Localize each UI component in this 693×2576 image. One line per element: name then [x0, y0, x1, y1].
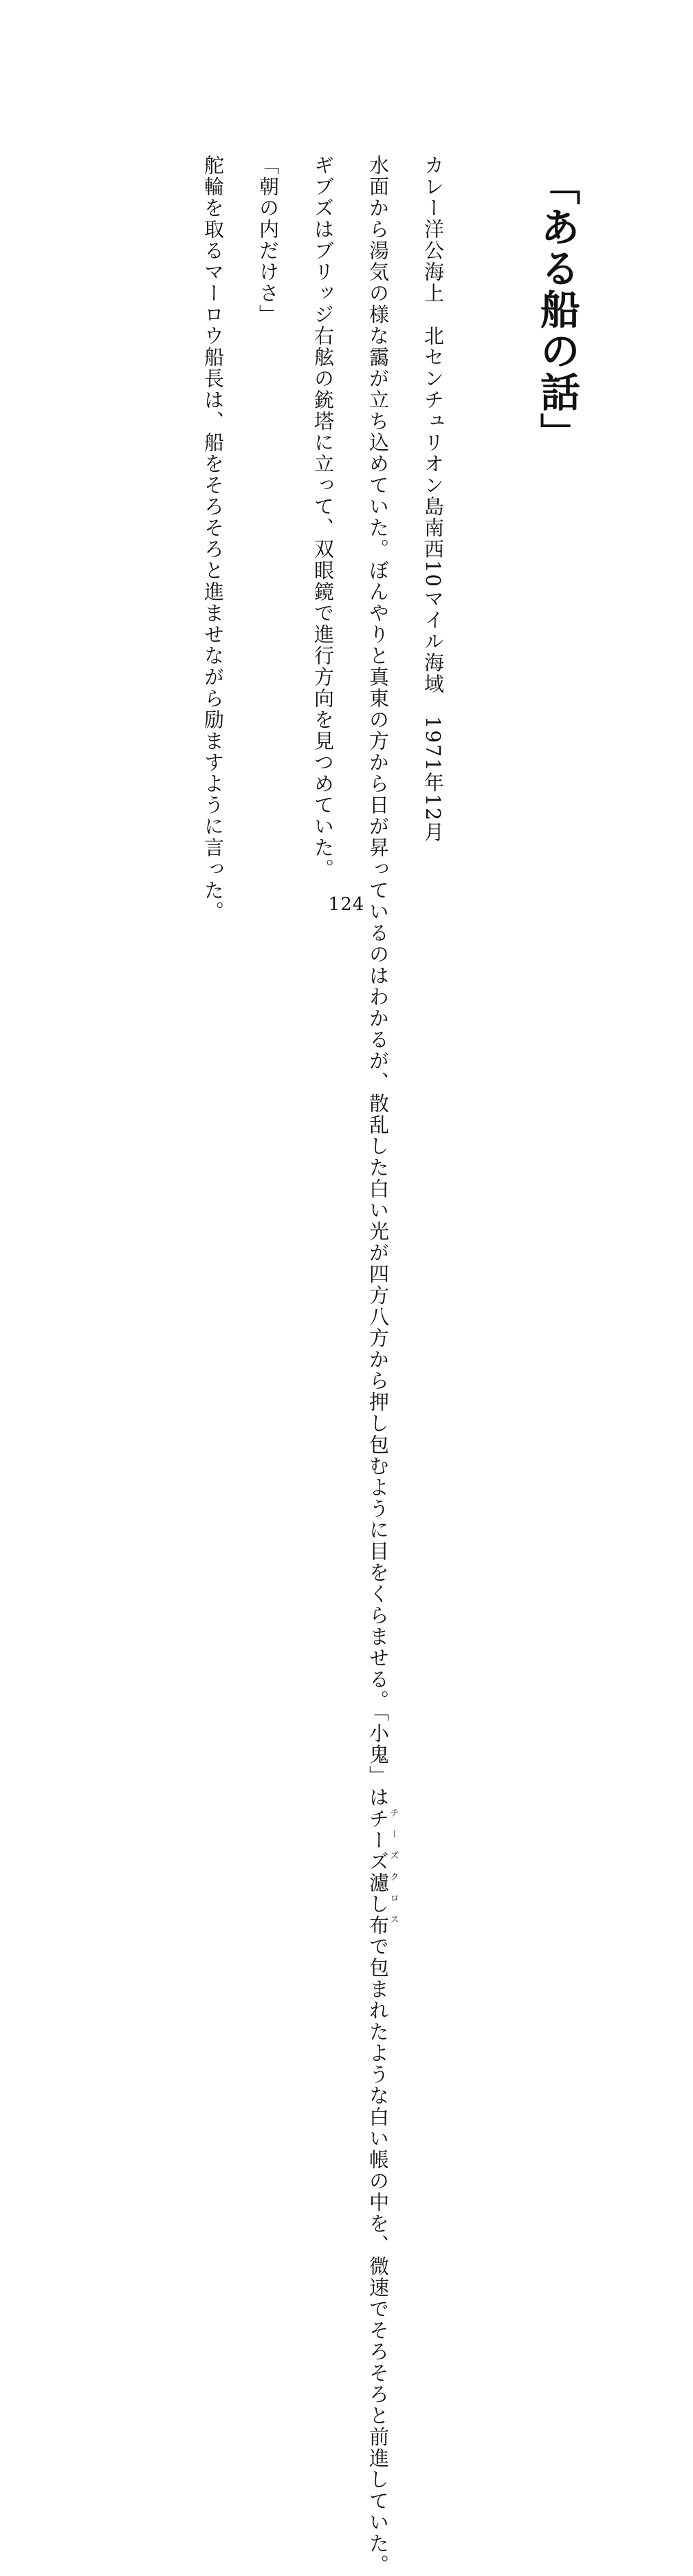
paragraph-1 [351, 155, 406, 2576]
ruby-annotation [366, 1808, 399, 1936]
ruby-reading: チーズクロス [388, 1808, 399, 1936]
setting-line: カレー洋公海上 北センチュリオン島南西10マイル海域 1971年12月 [421, 155, 445, 843]
paragraph-2: ギブズはブリッジ右舷の銃塔に立って、双眼鏡で進行方向を見つめていた。 [311, 155, 335, 880]
page-number: 124 [328, 894, 365, 915]
ruby-base: チーズ濾し布 [366, 1808, 390, 1936]
paragraph-1-part-1: 水面から湯気の様な靄が立ち込めていた。ぼんやりと真東の方から日が昇っているのはわかるが、散乱した白い光が四方八方から押し包むように目をくらませる。「小鬼」は [366, 155, 390, 1808]
paragraph-1-part-2: で包まれたような白い帳の中を、微速でそろそろと前進していた。 [366, 1936, 390, 2576]
dialogue-line: 「朝の内だけさ」 [256, 155, 280, 325]
paragraph-3: 舵輪を取るマーロウ船長は、船をそろそろと進ませながら励ますように言った。 [201, 155, 225, 922]
chapter-title: 「ある船の話」 [534, 165, 580, 454]
